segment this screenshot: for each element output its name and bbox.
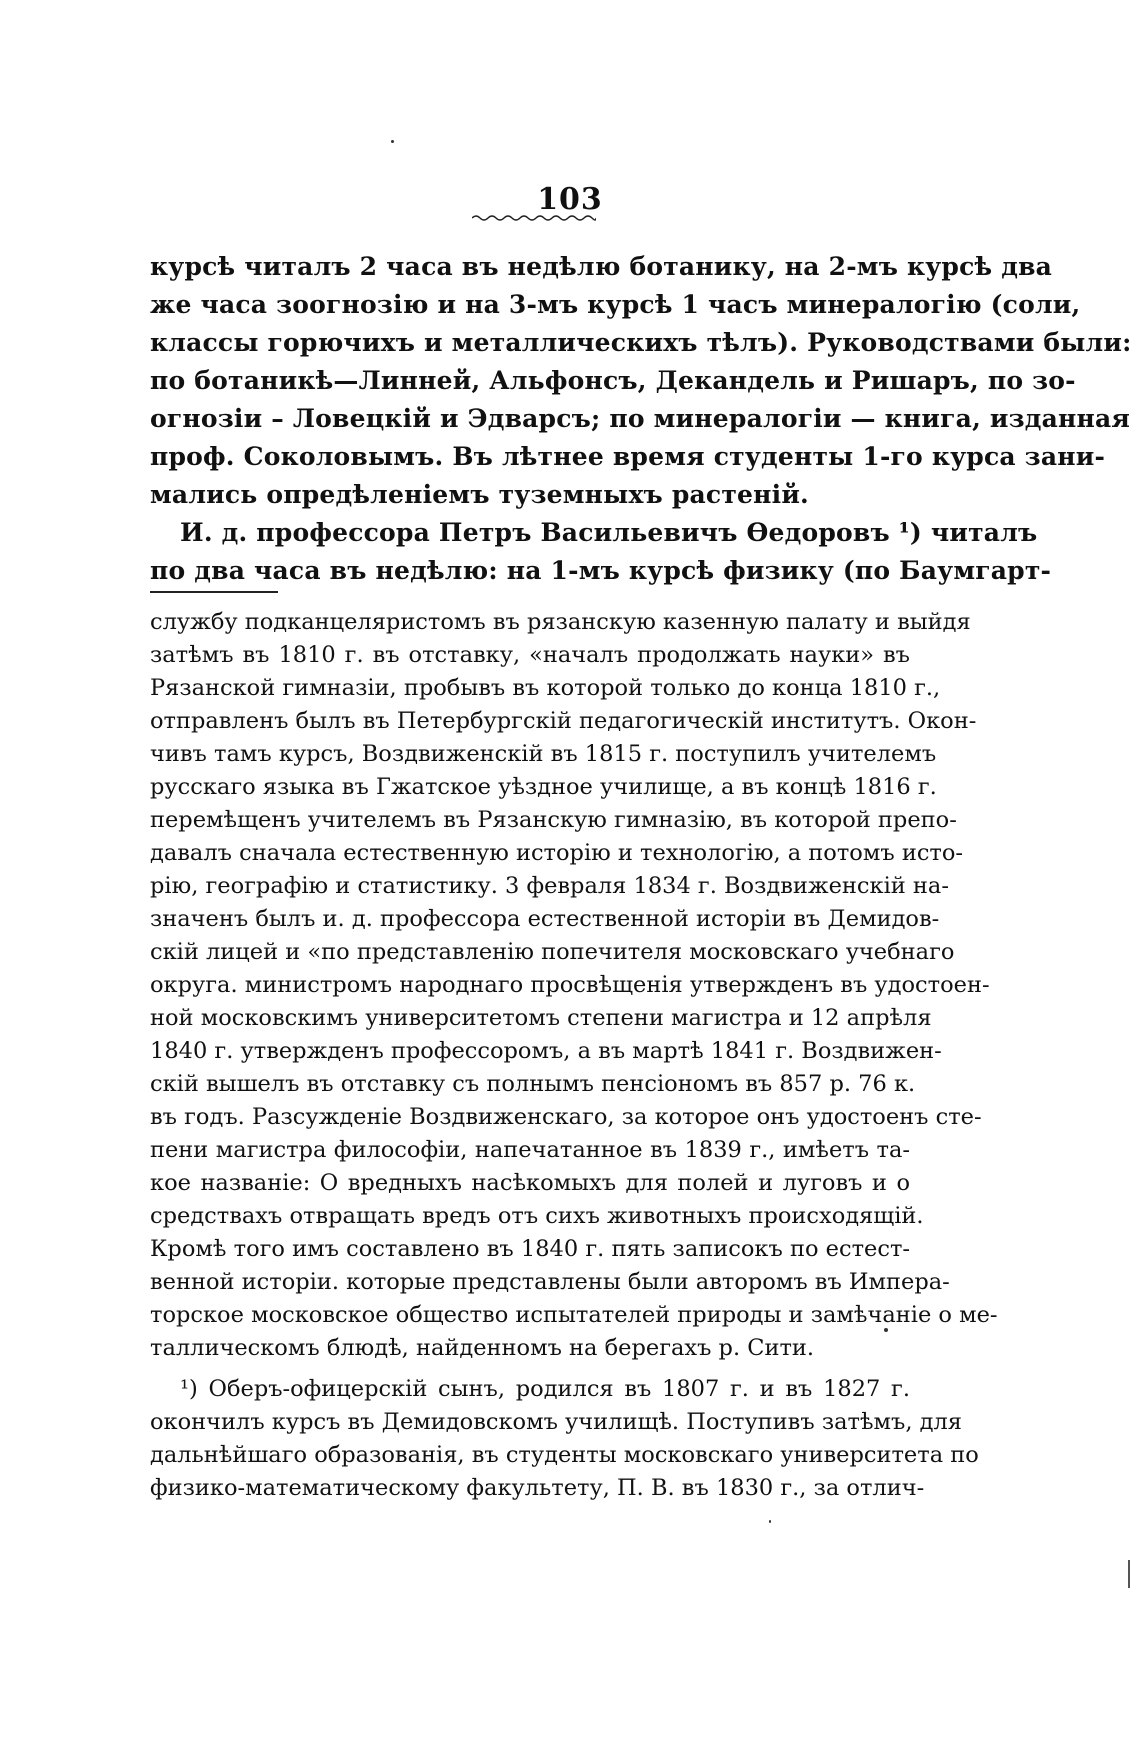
page-number: 103 xyxy=(537,182,603,217)
footnote-line: торское московское общество испытателей природы и замѣчаніе о ме- xyxy=(150,1302,998,1328)
footnote-line: Кромѣ того имъ составлено въ 1840 г. пять записокъ по естест- xyxy=(150,1236,910,1262)
footnotes xyxy=(150,606,998,1505)
footnote-line: значенъ былъ и. д. профессора естественной исторіи въ Демидов- xyxy=(150,906,940,932)
footnote-line: въ годъ. Разсужденіе Воздвиженскаго, за которое онъ удостоенъ сте- xyxy=(150,1104,982,1130)
body-line: по ботаникѣ—Линней, Альфонсъ, Декандель и Ришаръ, по зо- xyxy=(150,366,1076,395)
body-line: классы горючихъ и металлическихъ тѣлъ). Руководствами были: xyxy=(150,328,1132,357)
footnote-line: затѣмъ въ 1810 г. въ отставку, «началъ продолжать науки» въ xyxy=(150,642,910,668)
footnote-1-line: физико-математическому факультету, П. В. въ 1830 г., за отлич- xyxy=(150,1475,925,1501)
body-line: же часа зоогнозію и на 3-мъ курсѣ 1 часъ минералогію (соли, xyxy=(150,290,1081,319)
footnote-line: округа. министромъ народнаго просвѣщенія утвержденъ въ удостоен- xyxy=(150,972,990,998)
scan-mark xyxy=(1128,1560,1130,1588)
footnote-gap xyxy=(150,1365,910,1373)
footnote-1-line: ¹) Оберъ-офицерскій сынъ, родился въ 1807 г. и въ 1827 г. xyxy=(180,1376,910,1402)
footnote-line: рію, географію и статистику. 3 февраля 1834 г. Воздвиженскій на- xyxy=(150,873,949,899)
scan-speck xyxy=(391,140,394,143)
footnote-line: ной московскимъ университетомъ степени магистра и 12 апрѣля xyxy=(150,1005,932,1031)
page-number-ornament xyxy=(472,214,596,222)
body-line: И. д. профессора Петръ Васильевичъ Ѳедоровъ ¹) читалъ xyxy=(180,518,1038,547)
footnote-divider xyxy=(150,591,278,593)
scan-speck xyxy=(769,1520,771,1523)
footnote-line: средствахъ отвращать вредъ отъ сихъ животныхъ происходящій. xyxy=(150,1203,924,1229)
footnote-line: русскаго языка въ Гжатское уѣздное училище, а въ концѣ 1816 г. xyxy=(150,774,937,800)
body-line: проф. Соколовымъ. Въ лѣтнее время студенты 1-го курса зани- xyxy=(150,442,1106,471)
footnote-1-line: окончилъ курсъ въ Демидовскомъ училищѣ. Поступивъ затѣмъ, для xyxy=(150,1409,962,1435)
footnote-line: таллическомъ блюдѣ, найденномъ на берегахъ р. Сити. xyxy=(150,1335,815,1361)
footnote-line: службу подканцеляристомъ въ рязанскую казенную палату и выйдя xyxy=(150,609,971,635)
footnote-line: пени магистра философіи, напечатанное въ 1839 г., имѣетъ та- xyxy=(150,1137,910,1163)
footnote-line: венной исторіи. которые представлены были авторомъ въ Импера- xyxy=(150,1269,950,1295)
body-line: мались опредѣленіемъ туземныхъ растеній. xyxy=(150,480,809,509)
footnote-line: скій лицей и «по представленію попечителя московскаго учебнаго xyxy=(150,939,955,965)
footnote-1-line: дальнѣйшаго образованія, въ студенты московскаго университета по xyxy=(150,1442,979,1468)
footnote-line: 1840 г. утвержденъ профессоромъ, а въ мартѣ 1841 г. Воздвижен- xyxy=(150,1038,942,1064)
scan-speck xyxy=(884,1328,888,1332)
footnote-line: перемѣщенъ учителемъ въ Рязанскую гимназію, въ которой препо- xyxy=(150,807,957,833)
footnote-line: скій вышелъ въ отставку съ полнымъ пенсіономъ въ 857 р. 76 к. xyxy=(150,1071,916,1097)
body-line: курсѣ читалъ 2 часа въ недѣлю ботанику, на 2-мъ курсѣ два xyxy=(150,252,1053,281)
footnote-line: Рязанской гимназіи, пробывъ въ которой только до конца 1810 г., xyxy=(150,675,941,701)
main-text xyxy=(150,248,1132,590)
footnote-line: чивъ тамъ курсъ, Воздвиженскій въ 1815 г. поступилъ учителемъ xyxy=(150,741,937,767)
body-line: по два часа въ недѣлю: на 1-мъ курсѣ физику (по Баумгарт- xyxy=(150,556,1052,585)
body-line: огнозіи – Ловецкій и Эдварсъ; по минералогіи — книга, изданная xyxy=(150,404,1131,433)
footnote-line: кое названіе: О вредныхъ насѣкомыхъ для полей и луговъ и о xyxy=(150,1170,910,1196)
footnote-line: отправленъ былъ въ Петербургскій педагогическій институтъ. Окон- xyxy=(150,708,977,734)
footnote-line: давалъ сначала естественную исторію и технологію, а потомъ исто- xyxy=(150,840,964,866)
